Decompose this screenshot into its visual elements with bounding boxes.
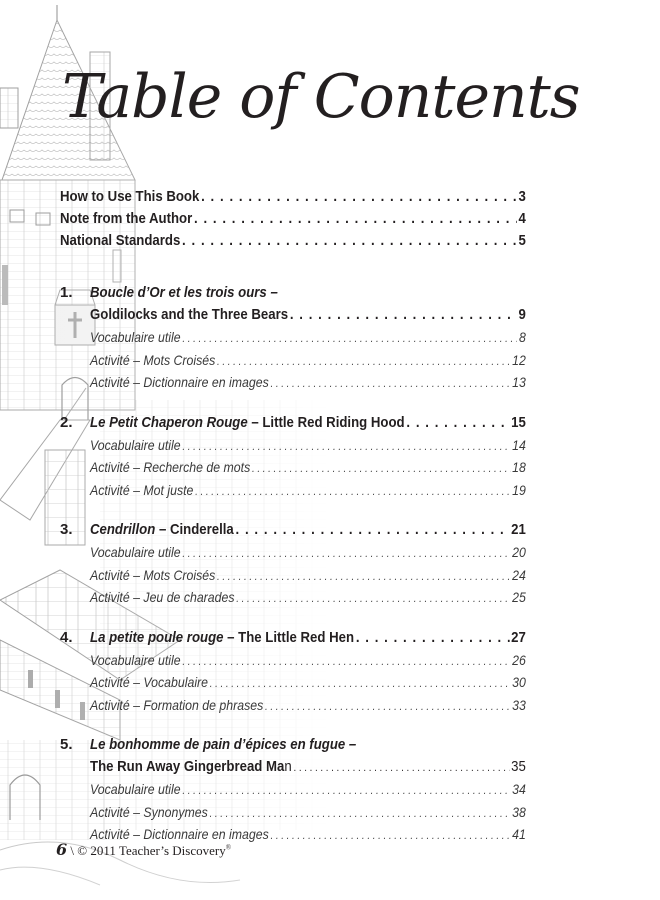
chapter-title-entry[interactable] — [90, 304, 526, 326]
dot-leader — [270, 373, 510, 396]
dot-leader — [270, 825, 510, 848]
footer-separator: \ — [70, 843, 75, 858]
dot-leader — [210, 673, 511, 696]
sub-entry[interactable]: Vocabulaire utile . . . 26 — [90, 649, 526, 672]
entry-label: National Standards — [60, 232, 181, 249]
dot-leader — [201, 186, 517, 208]
entry-page: 15 — [511, 413, 526, 431]
toc-entry[interactable] — [60, 186, 526, 208]
dot-leader — [182, 780, 510, 803]
chapter-1 — [60, 282, 526, 394]
dot-leader — [210, 803, 511, 826]
entry-page: 4 — [518, 210, 526, 227]
chapter-4 — [60, 627, 526, 717]
chapter-2 — [60, 412, 526, 502]
entry-page: 3 — [518, 188, 526, 205]
entry-page: 27 — [511, 628, 526, 646]
chapter-title-fr: Le Petit Chaperon Rouge — [90, 413, 248, 431]
dot-leader — [236, 519, 510, 541]
sub-entry[interactable]: Activité – Jeu de charades . . . 25 — [90, 586, 526, 609]
chapter-3 — [60, 519, 526, 609]
page-footer — [56, 840, 231, 859]
dot-leader — [194, 208, 517, 230]
chapter-title-en: Cinderella — [169, 521, 234, 538]
toc-entry[interactable] — [60, 208, 526, 230]
dot-leader — [265, 696, 510, 719]
dot-leader — [293, 757, 509, 779]
page-number: 6 — [56, 840, 68, 859]
sub-entry[interactable]: Vocabulaire utile . . . 14 — [90, 434, 526, 457]
dot-leader — [236, 588, 510, 611]
chapter-title-en: Goldilocks and the Three Bears — [90, 306, 289, 323]
chapter-title-entry[interactable] — [90, 756, 526, 778]
dot-leader — [217, 566, 510, 589]
dot-leader — [290, 304, 517, 326]
sub-entry[interactable]: Activité – Dictionnaire en images . . . 13 — [90, 371, 526, 394]
chapter-title-en: Little Red Riding Hood — [262, 413, 405, 431]
table-of-contents — [60, 186, 526, 846]
dot-leader — [182, 328, 517, 351]
entry-page: 35 — [511, 758, 526, 775]
chapter-title-fr[interactable]: Le bonhomme de pain d’épices en fugue – — [90, 736, 357, 753]
chapter-number: 1. — [60, 284, 73, 301]
chapter-title-fr[interactable]: Boucle d’Or et les trois ours – — [90, 284, 278, 301]
dot-leader — [182, 651, 510, 674]
toc-entry[interactable] — [60, 230, 526, 252]
chapter-5 — [60, 734, 526, 846]
registered-mark: ® — [225, 843, 232, 852]
dot-leader — [182, 230, 517, 252]
entry-label: How to Use This Book — [60, 188, 200, 205]
dot-leader — [195, 481, 510, 504]
sub-entry[interactable]: Activité – Mot juste . . . 19 — [90, 479, 526, 502]
chapter-number: 3. — [60, 521, 73, 538]
chapter-title-entry[interactable]: Cendrillon – Cinderella . . . 21 — [90, 519, 526, 541]
page-title: Table of Contents — [62, 62, 580, 132]
sub-entry[interactable]: Activité – Mots Croisés . . . 12 — [90, 349, 526, 372]
chapter-number: 2. — [60, 413, 73, 431]
sub-entry[interactable]: Activité – Synonymes . . . 38 — [90, 801, 526, 824]
entry-page: 5 — [518, 232, 526, 249]
sub-entry[interactable]: Activité – Mots Croisés . . . 24 — [90, 564, 526, 587]
sub-entry[interactable]: Activité – Vocabulaire . . . 30 — [90, 671, 526, 694]
entry-page: 21 — [511, 521, 526, 538]
chapter-title-en: The Run Away Gingerbread Man — [90, 758, 292, 775]
chapter-number: 4. — [60, 628, 73, 646]
sub-entry[interactable]: Vocabulaire utile . . . 8 — [90, 326, 526, 349]
sub-entry[interactable]: Vocabulaire utile . . . 20 — [90, 541, 526, 564]
chapter-number: 5. — [60, 736, 73, 753]
chapter-title-fr: Cendrillon — [90, 521, 156, 538]
front-matter — [60, 186, 526, 252]
dot-leader — [217, 351, 510, 374]
sub-entry[interactable]: Activité – Recherche de mots . . . 18 — [90, 456, 526, 479]
chapter-title-entry[interactable]: La petite poule rouge – The Little Red Hen . . . 27 — [90, 627, 526, 649]
sub-entry[interactable]: Activité – Dictionnaire en images . . . 41 — [90, 823, 526, 846]
chapter-title-en: The Little Red Hen — [238, 628, 355, 646]
dot-leader — [182, 543, 510, 566]
dot-leader — [252, 458, 510, 481]
dot-leader — [406, 412, 509, 434]
copyright-text: © 2011 Teacher’s Discovery — [77, 843, 226, 858]
sub-entry[interactable]: Vocabulaire utile . . . 34 — [90, 778, 526, 801]
entry-page: 9 — [518, 306, 526, 323]
dot-leader — [182, 436, 510, 459]
entry-label: Note from the Author — [60, 210, 193, 227]
dot-leader — [356, 627, 510, 649]
chapter-title-entry[interactable]: Le Petit Chaperon Rouge – Little Red Riding Hood . . . 15 — [90, 412, 526, 434]
chapter-title-fr: La petite poule rouge — [90, 628, 224, 646]
sub-entry[interactable]: Activité – Formation de phrases . . . 33 — [90, 694, 526, 717]
